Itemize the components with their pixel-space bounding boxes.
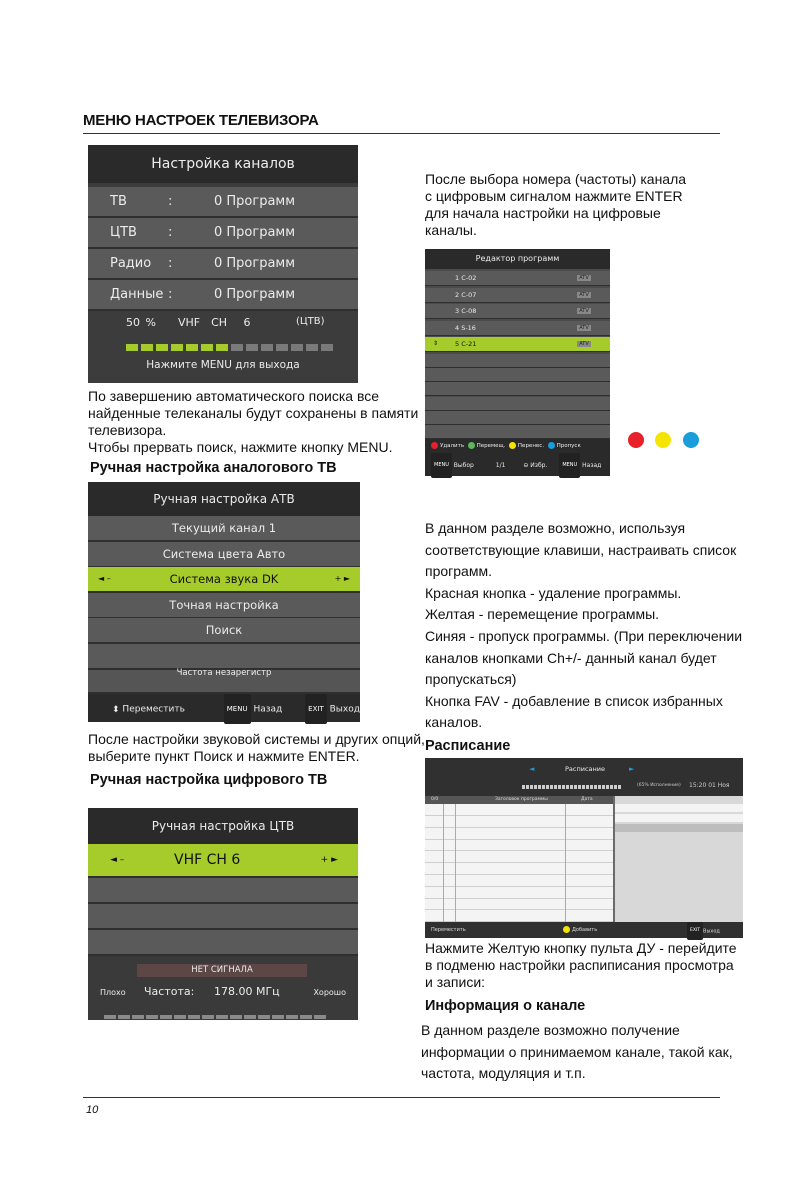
scan-percent: 50 % bbox=[126, 316, 156, 329]
frequency-note: Частота незарегистр bbox=[176, 668, 272, 678]
atv-menu-item[interactable] bbox=[88, 593, 360, 619]
digital-select-text bbox=[425, 171, 687, 239]
text-line: в подменю настройки распиписания просмотра bbox=[425, 957, 734, 973]
manual-dtv-screen bbox=[88, 808, 358, 1020]
progress-segment bbox=[126, 344, 138, 351]
header-divider bbox=[83, 133, 720, 134]
page-header-title: МЕНЮ НАСТРОЕК ТЕЛЕВИЗОРА bbox=[83, 112, 319, 129]
yellow-key-icon bbox=[563, 926, 570, 933]
scan-progress-line bbox=[126, 316, 251, 329]
green-key-icon bbox=[468, 442, 475, 449]
legend-delete: Удалить bbox=[440, 443, 465, 449]
program-type-tag: ATV bbox=[577, 341, 591, 347]
decrease-arrow-icon[interactable]: ◄ – bbox=[110, 855, 125, 865]
row-value: 0 Программ bbox=[214, 194, 296, 209]
signal-segment bbox=[216, 1015, 228, 1019]
frequency-value: 178.00 МГц bbox=[214, 985, 280, 998]
channel-info-text bbox=[421, 1020, 733, 1085]
channel-count-row bbox=[88, 280, 358, 311]
editor-nav-bar bbox=[425, 453, 610, 476]
program-row[interactable] bbox=[425, 321, 610, 336]
atv-menu-item[interactable] bbox=[88, 516, 360, 542]
table-row bbox=[425, 851, 613, 863]
text-line: В данном разделе возможно, используя bbox=[425, 520, 686, 536]
decrease-arrow-icon[interactable]: ◄ – bbox=[98, 574, 111, 584]
empty-row bbox=[88, 930, 358, 956]
atv-menu-item[interactable] bbox=[88, 567, 360, 593]
signal-segment bbox=[188, 1015, 200, 1019]
progress-segment bbox=[216, 344, 228, 351]
schedule-status: (65% Исполнение) bbox=[637, 783, 681, 788]
table-column-divider bbox=[565, 804, 566, 922]
text-line: пропускаться) bbox=[425, 671, 517, 688]
progress-segment bbox=[171, 344, 183, 351]
yellow-key-icon bbox=[509, 442, 516, 449]
signal-bar bbox=[104, 1004, 344, 1008]
signal-segment bbox=[202, 1015, 214, 1019]
table-column-divider bbox=[443, 804, 444, 922]
program-row[interactable] bbox=[425, 337, 610, 352]
progress-segment bbox=[261, 344, 273, 351]
nav-add: Добавить bbox=[572, 927, 598, 933]
table-row bbox=[425, 910, 613, 922]
text-line: Кнопка FAV - добавление в список избранных bbox=[425, 692, 723, 709]
text-line: каналы. bbox=[425, 222, 477, 238]
progress-segment bbox=[156, 344, 168, 351]
progress-segment bbox=[291, 344, 303, 351]
screen-title: Настройка каналов bbox=[88, 145, 358, 183]
empty-row bbox=[425, 368, 610, 382]
table-row bbox=[425, 863, 613, 875]
schedule-side-panel bbox=[615, 796, 743, 922]
manual-atv-screen bbox=[88, 482, 360, 722]
footer-divider bbox=[83, 1097, 720, 1098]
empty-row bbox=[425, 354, 610, 368]
program-editor-screen bbox=[425, 249, 610, 476]
program-label: 1 C-02 bbox=[455, 274, 477, 282]
item-label: Точная настройка bbox=[169, 597, 279, 612]
table-column-divider bbox=[455, 804, 456, 922]
table-row bbox=[425, 828, 613, 840]
row-value: 0 Программ bbox=[214, 225, 296, 240]
text-line: В данном разделе возможно получение bbox=[421, 1022, 680, 1038]
legend-skip: Пропуск bbox=[556, 443, 581, 449]
next-arrow-icon[interactable]: ► bbox=[629, 765, 635, 773]
schedule-screen bbox=[425, 758, 743, 938]
signal-segment bbox=[230, 1015, 242, 1019]
row-sep: : bbox=[168, 194, 173, 209]
auto-search-text bbox=[88, 388, 418, 456]
frequency-label: Частота: bbox=[144, 985, 195, 998]
channel-scan-screen bbox=[88, 145, 358, 383]
side-row-selected bbox=[615, 824, 743, 832]
text-line: найденные телеканалы будут сохранены в памяти bbox=[88, 405, 419, 421]
scan-ch-number: 6 bbox=[243, 316, 251, 329]
empty-row bbox=[88, 644, 360, 670]
text-line: с цифровым сигналом нажмите ENTER bbox=[425, 188, 683, 204]
progress-segment bbox=[276, 344, 288, 351]
prev-arrow-icon[interactable]: ◄ bbox=[529, 765, 535, 773]
legend-move: Перемещ. bbox=[476, 443, 506, 449]
signal-segment bbox=[160, 1015, 172, 1019]
move-icon: ⇕ bbox=[433, 340, 439, 347]
text-line: для начала настройки на цифровые bbox=[425, 205, 661, 221]
row-label: ЦТВ bbox=[110, 225, 137, 240]
text-line: телевизора. bbox=[88, 422, 167, 438]
text-line: информации о принимаемом канале, такой как, bbox=[421, 1043, 733, 1060]
empty-row bbox=[425, 411, 610, 425]
signal-segment bbox=[300, 1015, 312, 1019]
schedule-time: 15:20 01 Ноя bbox=[689, 782, 730, 789]
item-label: Поиск bbox=[205, 623, 243, 638]
yellow-dot-icon bbox=[655, 432, 671, 448]
text-line: После настройки звуковой системы и других опций, bbox=[88, 731, 425, 747]
side-row bbox=[615, 804, 743, 812]
table-row bbox=[425, 875, 613, 887]
text-line: каналов кнопками Ch+/- данный канал будет bbox=[425, 649, 717, 666]
signal-segment bbox=[272, 1015, 284, 1019]
text-line: Желтая - перемещение программы. bbox=[425, 606, 660, 623]
schedule-table bbox=[425, 804, 613, 922]
program-row[interactable] bbox=[425, 288, 610, 303]
signal-segment bbox=[118, 1015, 130, 1019]
table-row bbox=[425, 804, 613, 816]
row-label: Данные bbox=[110, 287, 164, 302]
row-value: 0 Программ bbox=[214, 256, 296, 271]
red-key-icon bbox=[431, 442, 438, 449]
table-row bbox=[425, 816, 613, 828]
nav-move: Переместить bbox=[122, 704, 185, 715]
exit-hint: Нажмите MENU для выхода bbox=[146, 359, 300, 371]
scan-type: (ЦТВ) bbox=[296, 316, 325, 327]
col-number: 0/0 bbox=[431, 797, 439, 802]
program-label: 5 C-21 bbox=[455, 340, 477, 348]
nav-exit: Выход bbox=[703, 928, 720, 935]
legend-transfer: Перенес. bbox=[517, 443, 545, 449]
heading-schedule: Расписание bbox=[425, 738, 511, 754]
dtv-channel: VHF CH 6 bbox=[174, 852, 241, 868]
side-row bbox=[615, 814, 743, 822]
text-line: программ. bbox=[425, 563, 492, 580]
empty-row bbox=[425, 397, 610, 411]
channel-count-row bbox=[88, 187, 358, 218]
increase-arrow-icon[interactable]: + ► bbox=[320, 855, 338, 865]
text-line: Нажмите Желтую кнопку пульта ДУ - перейдите bbox=[425, 940, 737, 956]
progress-segment bbox=[201, 344, 213, 351]
after-atv-text bbox=[88, 731, 425, 765]
col-title: Заголовок программы bbox=[495, 797, 548, 802]
text-line: По завершению автоматического поиска все bbox=[88, 388, 380, 404]
channel-count-row bbox=[88, 218, 358, 249]
atv-menu-item[interactable] bbox=[88, 542, 360, 568]
text-line: Синяя - пропуск программы. (При переключении bbox=[425, 627, 743, 644]
atv-menu-item[interactable] bbox=[88, 618, 360, 644]
schedule-header bbox=[425, 758, 743, 796]
scan-progress-bar bbox=[126, 336, 336, 343]
nav-fav: Избр. bbox=[530, 462, 548, 469]
page-number: 10 bbox=[86, 1104, 99, 1116]
signal-segment bbox=[174, 1015, 186, 1019]
signal-segment bbox=[286, 1015, 298, 1019]
empty-row bbox=[88, 878, 358, 904]
signal-segment bbox=[244, 1015, 256, 1019]
schedule-nav-bar bbox=[425, 922, 743, 938]
text-line: каналов. bbox=[425, 714, 483, 731]
heading-manual-dtv: Ручная настройка цифрового ТВ bbox=[90, 772, 328, 788]
blue-key-icon bbox=[548, 442, 555, 449]
program-label: 4 S-16 bbox=[455, 323, 476, 332]
text-line: частота, модуляция и т.п. bbox=[421, 1065, 586, 1081]
program-type-tag: ATV bbox=[577, 275, 591, 281]
menu-key-icon: MENU bbox=[559, 453, 580, 478]
text-line: соответствующие клавиши, настраивать список bbox=[425, 541, 737, 558]
empty-row bbox=[88, 904, 358, 930]
program-label: 2 C-07 bbox=[455, 290, 477, 299]
text-line: После выбора номера (частоты) канала bbox=[425, 171, 687, 187]
signal-segment bbox=[104, 1015, 116, 1019]
program-label: 3 C-08 bbox=[455, 307, 477, 315]
program-row[interactable] bbox=[425, 304, 610, 319]
progress-segment bbox=[306, 344, 318, 351]
progress-segment bbox=[246, 344, 258, 351]
empty-row bbox=[425, 382, 610, 396]
nav-move: Переместить bbox=[431, 927, 466, 933]
program-type-tag: ATV bbox=[577, 308, 591, 314]
signal-segment bbox=[258, 1015, 270, 1019]
table-row bbox=[425, 839, 613, 851]
item-label: Система звука DK bbox=[169, 572, 279, 587]
menu-key-icon: MENU bbox=[431, 453, 452, 478]
signal-segment bbox=[132, 1015, 144, 1019]
fav-icon: ⊖ bbox=[523, 462, 529, 469]
signal-segment bbox=[146, 1015, 158, 1019]
exit-key-icon: EXIT bbox=[305, 694, 327, 724]
heading-manual-atv: Ручная настройка аналогового ТВ bbox=[90, 460, 337, 476]
item-label: Система цвета Авто bbox=[162, 546, 286, 561]
progress-segment bbox=[186, 344, 198, 351]
text-line: выберите пункт Поиск и нажмите ENTER. bbox=[88, 748, 360, 764]
page-indicator: 1/1 bbox=[495, 462, 506, 469]
row-label: ТВ bbox=[110, 194, 127, 209]
screen-title: Ручная настройка АТВ bbox=[88, 482, 360, 516]
table-row bbox=[425, 887, 613, 899]
nav-back: Назад bbox=[582, 462, 602, 469]
red-dot-icon bbox=[628, 432, 644, 448]
menu-key-icon: MENU bbox=[224, 694, 251, 724]
editor-description bbox=[425, 518, 742, 734]
heading-channel-info: Информация о канале bbox=[425, 998, 586, 1014]
channel-count-row bbox=[88, 249, 358, 280]
no-signal-label: НЕТ СИГНАЛА bbox=[137, 964, 307, 977]
dtv-channel-row[interactable] bbox=[88, 844, 358, 878]
exit-key-icon: EXIT bbox=[687, 922, 703, 940]
text-line: Красная кнопка - удаление программы. bbox=[425, 584, 682, 601]
schedule-table-header bbox=[425, 796, 613, 804]
item-label: Текущий канал 1 bbox=[171, 521, 277, 535]
empty-row bbox=[425, 425, 610, 439]
nav-select: Выбор bbox=[453, 462, 474, 469]
text-line: и записи: bbox=[425, 974, 486, 990]
scan-ch-label: CH bbox=[211, 316, 228, 329]
progress-segment bbox=[231, 344, 243, 351]
screen-title: Редактор программ bbox=[425, 249, 610, 269]
schedule-text bbox=[425, 940, 737, 991]
text-line: Чтобы прервать поиск, нажмите кнопку MENU. bbox=[88, 439, 393, 455]
row-sep: : bbox=[168, 225, 173, 240]
row-sep: : bbox=[168, 287, 173, 302]
screen-title: Ручная настройка ЦТВ bbox=[88, 808, 358, 844]
col-date: Дата bbox=[581, 797, 593, 802]
table-row bbox=[425, 898, 613, 910]
signal-weak-label: Плохо bbox=[100, 988, 126, 997]
signal-segment bbox=[314, 1015, 326, 1019]
program-row[interactable] bbox=[425, 271, 610, 286]
nav-back: Назад bbox=[253, 704, 283, 715]
row-label: Радио bbox=[110, 256, 152, 271]
scan-band: VHF bbox=[177, 316, 201, 329]
blue-dot-icon bbox=[683, 432, 699, 448]
nav-exit: Выход bbox=[329, 704, 360, 715]
updown-icon: ⬍ bbox=[112, 704, 120, 715]
screen-title: Расписание bbox=[565, 765, 605, 773]
program-type-tag: ATV bbox=[577, 292, 591, 298]
schedule-progress-bar bbox=[522, 785, 622, 789]
increase-arrow-icon[interactable]: + ► bbox=[334, 574, 350, 584]
signal-strong-label: Хорошо bbox=[313, 988, 346, 997]
row-sep: : bbox=[168, 256, 173, 271]
progress-segment bbox=[141, 344, 153, 351]
atv-nav-bar bbox=[88, 694, 360, 722]
editor-legend bbox=[425, 439, 610, 453]
progress-segment bbox=[321, 344, 333, 351]
row-value: 0 Программ bbox=[214, 287, 296, 302]
program-type-tag: ATV bbox=[577, 325, 591, 331]
